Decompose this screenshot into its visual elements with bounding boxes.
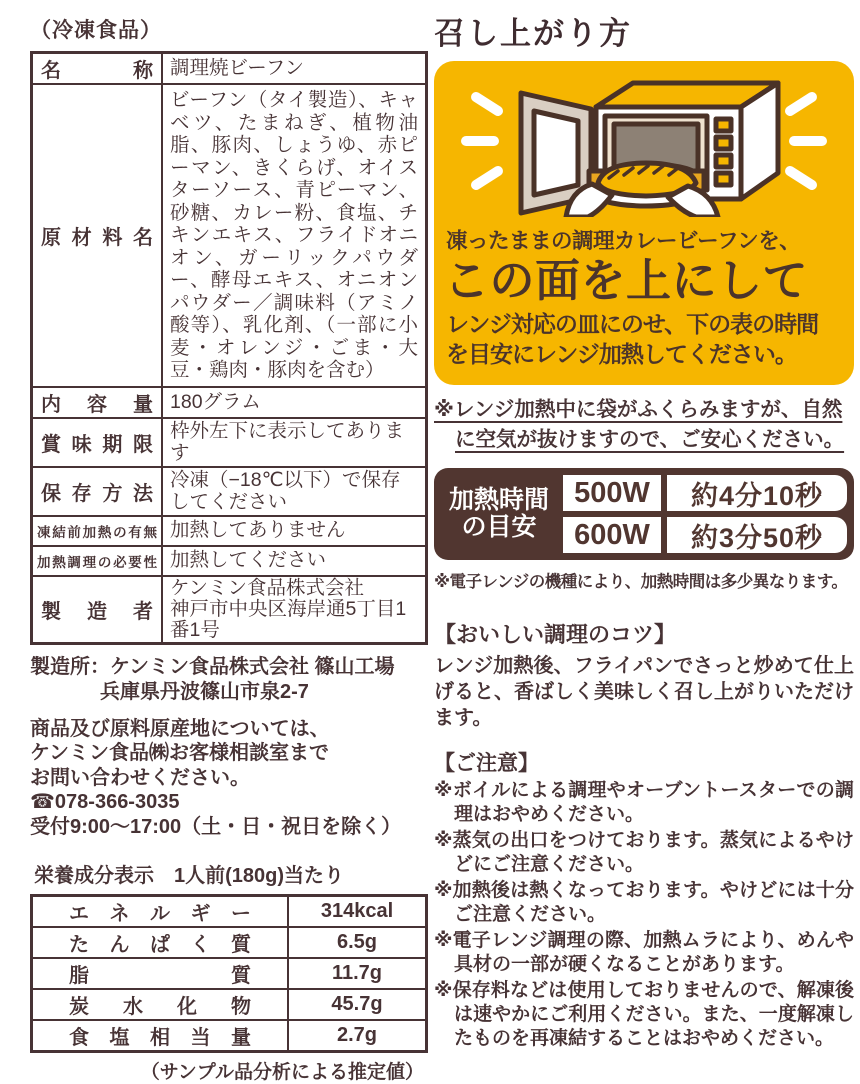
caution-item-steam: ※蒸気の出口をつけております。蒸気によるやけどにご注意ください。 bbox=[434, 830, 854, 875]
spec-label-ingredients: 原材料名 bbox=[32, 84, 163, 387]
contact-phone: ☎078-366-3035 bbox=[30, 791, 180, 813]
bag-inflation-note: ※レンジ加熱中に袋がふくらみますが、自然に空気が抜けますので、ご安心ください。 bbox=[434, 398, 845, 451]
wattage-600w: 600W bbox=[563, 517, 661, 553]
time-500w: 約4分10秒 bbox=[667, 475, 847, 511]
spec-label-name: 名称 bbox=[32, 53, 163, 85]
caution-item-hot: ※加熱後は熱くなっております。やけどには十分ご注意ください。 bbox=[434, 880, 854, 925]
table-row bbox=[32, 53, 427, 85]
nutrition-table bbox=[30, 894, 428, 1053]
plant-line1: 製造所：ケンミン食品株式会社 篠山工場 bbox=[30, 655, 395, 678]
microwave-illustration bbox=[446, 65, 842, 217]
heating-variance-note: ※電子レンジの機種により、加熱時間は多少異なります。 bbox=[434, 573, 848, 591]
left-column bbox=[30, 14, 428, 1084]
nutrition-value-protein: 6.5g bbox=[288, 927, 427, 958]
spec-value-preheat: 加熱してありません bbox=[162, 516, 427, 546]
table-row bbox=[32, 989, 427, 1020]
spec-value-best-before: 枠外左下に表示してあります bbox=[162, 418, 427, 467]
plant-line2: 兵庫県丹波篠山市泉2-7 bbox=[100, 680, 309, 703]
contact-hours: 受付9:00～17:00（土・日・祝日を除く） bbox=[30, 815, 402, 838]
heating-time-label-line2: の目安 bbox=[461, 513, 537, 541]
nutrition-label-protein: たんぱく質 bbox=[32, 927, 289, 958]
microwave-instruction-box bbox=[434, 61, 854, 385]
nutrition-label-carbs: 炭水化物 bbox=[32, 989, 289, 1020]
nutrition-label-energy: エネルギー bbox=[32, 896, 289, 928]
manufacturer-name: ケンミン食品株式会社 bbox=[170, 576, 365, 599]
table-row bbox=[32, 896, 427, 928]
spec-value-ingredients: ビーフン（タイ製造）、キャベツ、たまねぎ、植物油脂、豚肉、しょうゆ、赤ピーマン、きくらげ、オイスターソース、青ピーマン、砂糖、カレー粉、食塩、チキンエキス、フライドオニオン、ガーリックパウダー、酵母エキス、オニオンパウダー／調味料（アミノ酸等）、乳化剤、（一部に小麦・オレンジ・ごま・大豆・鶏肉・豚肉を含む） bbox=[162, 84, 427, 387]
cooking-tips-body: レンジ加熱後、フライパンでさっと炒めて仕上げると、香ばしく美味しく召し上がりいただけます。 bbox=[434, 655, 854, 729]
nutrition-note: （サンプル品分析による推定値） bbox=[140, 1062, 424, 1083]
table-row bbox=[32, 576, 427, 644]
spec-label-best-before: 賞味期限 bbox=[32, 418, 163, 467]
table-row bbox=[32, 927, 427, 958]
table-row bbox=[32, 546, 427, 576]
time-600w: 約3分50秒 bbox=[667, 517, 847, 553]
table-row bbox=[32, 516, 427, 546]
spec-value-name: 調理焼ビーフン bbox=[162, 53, 427, 85]
this-side-up-headline: この面を上にして bbox=[444, 255, 809, 306]
spec-label-manufacturer: 製造者 bbox=[32, 576, 163, 644]
frozen-state-line: 凍ったままの調理カレービーフンを、 bbox=[446, 229, 801, 253]
table-row bbox=[32, 387, 427, 418]
nutrition-title: 栄養成分表示 1人前(180g)当たり bbox=[34, 865, 345, 887]
table-row bbox=[32, 467, 427, 516]
nutrition-value-salt: 2.7g bbox=[288, 1020, 427, 1052]
spec-value-manufacturer bbox=[162, 576, 427, 644]
contact-line3: お問い合わせください。 bbox=[30, 766, 250, 789]
nutrition-label-salt: 食塩相当量 bbox=[32, 1020, 289, 1052]
spec-label-storage: 保存方法 bbox=[32, 467, 163, 516]
heating-time-table bbox=[434, 468, 854, 560]
plant-info bbox=[30, 655, 428, 705]
spec-value-cooking-required: 加熱してください bbox=[162, 546, 427, 576]
cooking-tips-heading: 【おいしい調理のコツ】 bbox=[434, 622, 677, 647]
contact-line2: ケンミン食品㈱お客様相談室まで bbox=[30, 742, 329, 764]
cautions-heading: 【ご注意】 bbox=[434, 752, 539, 775]
spec-label-net-content: 内容量 bbox=[32, 387, 163, 418]
spec-label-preheat: 凍結前加熱の有無 bbox=[32, 516, 163, 546]
spec-value-net-content: 180グラム bbox=[162, 387, 427, 418]
plate-instruction-line1: レンジ対応の皿にのせ、下の表の時間 bbox=[446, 311, 819, 337]
contact-info bbox=[30, 717, 428, 840]
nutrition-value-fat: 11.7g bbox=[288, 958, 427, 989]
right-column bbox=[434, 8, 854, 1051]
table-row bbox=[32, 84, 427, 387]
caution-item-boil: ※ボイルによる調理やオーブントースターでの調理はおやめください。 bbox=[434, 780, 854, 825]
product-spec-table bbox=[30, 51, 428, 645]
nutrition-label-fat: 脂質 bbox=[32, 958, 289, 989]
caution-item-uneven-heating: ※電子レンジ調理の際、加熱ムラにより、めんや具材の一部が硬くなることがあります。 bbox=[434, 930, 854, 975]
how-to-eat-title: 召し上がり方 bbox=[434, 16, 632, 51]
plate-instruction-line2: を目安にレンジ加熱してください。 bbox=[446, 341, 797, 367]
heating-time-label bbox=[441, 475, 557, 553]
wattage-500w: 500W bbox=[563, 475, 661, 511]
manufacturer-address: 神戸市中央区海岸通5丁目1番1号 bbox=[170, 597, 407, 641]
caution-item-no-refreeze: ※保存料などは使用しておりませんので、解凍後は速やかにご利用ください。また、一度解凍したものを再凍結することはおやめください。 bbox=[434, 980, 854, 1049]
table-row bbox=[32, 1020, 427, 1052]
contact-line1: 商品及び原料原産地については、 bbox=[30, 717, 330, 740]
heating-time-label-line1: 加熱時間 bbox=[448, 486, 549, 514]
nutrition-value-energy: 314kcal bbox=[288, 896, 427, 928]
spec-value-storage: 冷凍（−18℃以下）で保存してください bbox=[162, 467, 427, 516]
nutrition-value-carbs: 45.7g bbox=[288, 989, 427, 1020]
spec-label-cooking-required: 加熱調理の必要性 bbox=[32, 546, 163, 576]
table-row bbox=[32, 418, 427, 467]
table-row bbox=[32, 958, 427, 989]
frozen-food-tag: （冷凍食品） bbox=[30, 19, 162, 42]
